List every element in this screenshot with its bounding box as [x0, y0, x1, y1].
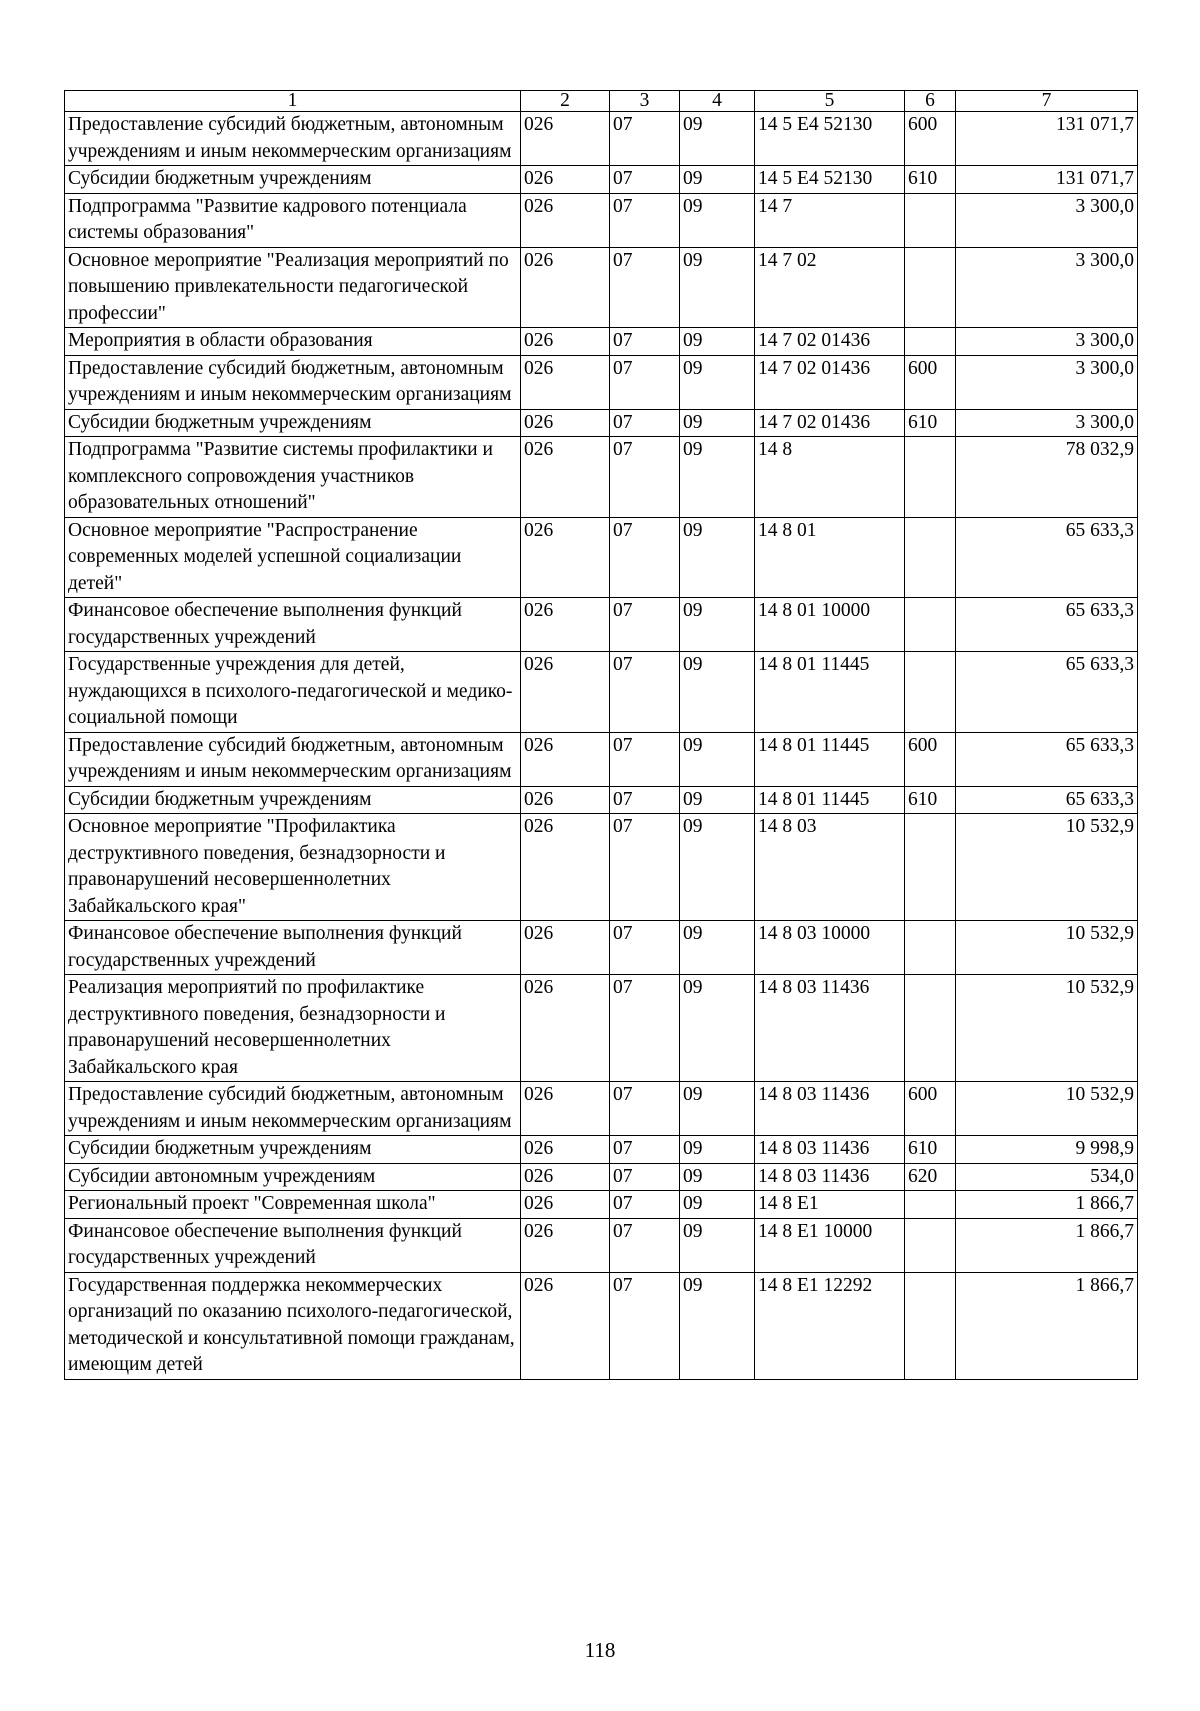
- budget-table: [64, 90, 1138, 1380]
- table-row: [65, 598, 1138, 652]
- table-row: [65, 112, 1138, 166]
- target-article-cell: 14 7 02 01436: [755, 355, 905, 409]
- amount-cell: 10 532,9: [956, 1082, 1138, 1136]
- section-code-cell: 07: [610, 598, 680, 652]
- target-article-cell: 14 5 Е4 52130: [755, 166, 905, 194]
- ministry-code-cell: 026: [521, 409, 610, 437]
- target-article-cell: 14 7 02 01436: [755, 409, 905, 437]
- subsection-code-cell: 09: [680, 517, 755, 598]
- section-code-cell: 07: [610, 732, 680, 786]
- target-article-cell: 14 8 03: [755, 814, 905, 921]
- target-article-cell: 14 5 Е4 52130: [755, 112, 905, 166]
- ministry-code-cell: 026: [521, 1082, 610, 1136]
- expense-type-cell: [905, 328, 956, 356]
- table-row: [65, 166, 1138, 194]
- header-cell: 6: [905, 91, 956, 112]
- subsection-code-cell: 09: [680, 975, 755, 1082]
- table-row: [65, 1136, 1138, 1164]
- expense-type-cell: [905, 652, 956, 733]
- amount-cell: 1 866,7: [956, 1272, 1138, 1379]
- section-code-cell: 07: [610, 1163, 680, 1191]
- ministry-code-cell: 026: [521, 517, 610, 598]
- section-code-cell: 07: [610, 193, 680, 247]
- table-row: [65, 247, 1138, 328]
- target-article-cell: 14 8 01: [755, 517, 905, 598]
- section-code-cell: 07: [610, 786, 680, 814]
- target-article-cell: 14 7 02: [755, 247, 905, 328]
- section-code-cell: 07: [610, 1082, 680, 1136]
- subsection-code-cell: 09: [680, 786, 755, 814]
- expense-type-cell: 600: [905, 112, 956, 166]
- item-name-cell: Финансовое обеспечение выполнения функций государственных учреждений: [65, 598, 521, 652]
- ministry-code-cell: 026: [521, 247, 610, 328]
- ministry-code-cell: 026: [521, 786, 610, 814]
- expense-type-cell: [905, 437, 956, 518]
- ministry-code-cell: 026: [521, 652, 610, 733]
- amount-cell: 1 866,7: [956, 1218, 1138, 1272]
- item-name-cell: Основное мероприятие "Профилактика деструктивного поведения, безнадзорности и правонарушений несовершеннолетних Забайкальского края": [65, 814, 521, 921]
- subsection-code-cell: 09: [680, 355, 755, 409]
- item-name-cell: Субсидии бюджетным учреждениям: [65, 1136, 521, 1164]
- subsection-code-cell: 09: [680, 1191, 755, 1219]
- amount-cell: 65 633,3: [956, 517, 1138, 598]
- amount-cell: 10 532,9: [956, 975, 1138, 1082]
- header-cell: 1: [65, 91, 521, 112]
- target-article-cell: 14 8 Е1 12292: [755, 1272, 905, 1379]
- table-row: [65, 193, 1138, 247]
- header-row: [65, 91, 1138, 112]
- ministry-code-cell: 026: [521, 1191, 610, 1219]
- subsection-code-cell: 09: [680, 732, 755, 786]
- target-article-cell: 14 8 01 11445: [755, 652, 905, 733]
- amount-cell: 3 300,0: [956, 409, 1138, 437]
- expense-type-cell: 610: [905, 409, 956, 437]
- section-code-cell: 07: [610, 1191, 680, 1219]
- item-name-cell: Реализация мероприятий по профилактике деструктивного поведения, безнадзорности и правонарушений несовершеннолетних Забайкальского края: [65, 975, 521, 1082]
- ministry-code-cell: 026: [521, 328, 610, 356]
- section-code-cell: 07: [610, 409, 680, 437]
- target-article-cell: 14 8 03 11436: [755, 1136, 905, 1164]
- target-article-cell: 14 7 02 01436: [755, 328, 905, 356]
- expense-type-cell: [905, 975, 956, 1082]
- target-article-cell: 14 8: [755, 437, 905, 518]
- expense-type-cell: [905, 1191, 956, 1219]
- amount-cell: 78 032,9: [956, 437, 1138, 518]
- section-code-cell: 07: [610, 328, 680, 356]
- item-name-cell: Мероприятия в области образования: [65, 328, 521, 356]
- header-cell: 7: [956, 91, 1138, 112]
- target-article-cell: 14 8 03 11436: [755, 975, 905, 1082]
- header-cell: 2: [521, 91, 610, 112]
- section-code-cell: 07: [610, 112, 680, 166]
- expense-type-cell: [905, 598, 956, 652]
- item-name-cell: Субсидии бюджетным учреждениям: [65, 786, 521, 814]
- table-row: [65, 517, 1138, 598]
- target-article-cell: 14 8 Е1: [755, 1191, 905, 1219]
- expense-type-cell: [905, 1272, 956, 1379]
- table-row: [65, 732, 1138, 786]
- amount-cell: 65 633,3: [956, 598, 1138, 652]
- ministry-code-cell: 026: [521, 1272, 610, 1379]
- subsection-code-cell: 09: [680, 193, 755, 247]
- item-name-cell: Предоставление субсидий бюджетным, автономным учреждениям и иным некоммерческим организациям: [65, 355, 521, 409]
- item-name-cell: Предоставление субсидий бюджетным, автономным учреждениям и иным некоммерческим организациям: [65, 732, 521, 786]
- amount-cell: 10 532,9: [956, 921, 1138, 975]
- amount-cell: 534,0: [956, 1163, 1138, 1191]
- target-article-cell: 14 8 01 11445: [755, 732, 905, 786]
- expense-type-cell: 600: [905, 355, 956, 409]
- page-number: 118: [584, 1638, 616, 1662]
- amount-cell: 65 633,3: [956, 732, 1138, 786]
- section-code-cell: 07: [610, 437, 680, 518]
- ministry-code-cell: 026: [521, 1163, 610, 1191]
- ministry-code-cell: 026: [521, 355, 610, 409]
- item-name-cell: Финансовое обеспечение выполнения функций государственных учреждений: [65, 921, 521, 975]
- subsection-code-cell: 09: [680, 1163, 755, 1191]
- target-article-cell: 14 8 03 10000: [755, 921, 905, 975]
- table-row: [65, 409, 1138, 437]
- table-row: [65, 328, 1138, 356]
- expense-type-cell: 600: [905, 1082, 956, 1136]
- table-row: [65, 814, 1138, 921]
- ministry-code-cell: 026: [521, 732, 610, 786]
- item-name-cell: Предоставление субсидий бюджетным, автономным учреждениям и иным некоммерческим организациям: [65, 1082, 521, 1136]
- subsection-code-cell: 09: [680, 247, 755, 328]
- section-code-cell: 07: [610, 921, 680, 975]
- table-row: [65, 1191, 1138, 1219]
- amount-cell: 1 866,7: [956, 1191, 1138, 1219]
- subsection-code-cell: 09: [680, 112, 755, 166]
- table-row: [65, 921, 1138, 975]
- item-name-cell: Субсидии бюджетным учреждениям: [65, 409, 521, 437]
- table-body: [65, 112, 1138, 1380]
- section-code-cell: 07: [610, 1272, 680, 1379]
- subsection-code-cell: 09: [680, 409, 755, 437]
- section-code-cell: 07: [610, 166, 680, 194]
- section-code-cell: 07: [610, 247, 680, 328]
- table-row: [65, 1082, 1138, 1136]
- table-row: [65, 355, 1138, 409]
- expense-type-cell: [905, 814, 956, 921]
- table-row: [65, 786, 1138, 814]
- item-name-cell: Субсидии автономным учреждениям: [65, 1163, 521, 1191]
- subsection-code-cell: 09: [680, 437, 755, 518]
- ministry-code-cell: 026: [521, 112, 610, 166]
- target-article-cell: 14 8 01 10000: [755, 598, 905, 652]
- ministry-code-cell: 026: [521, 437, 610, 518]
- table-row: [65, 1218, 1138, 1272]
- target-article-cell: 14 8 01 11445: [755, 786, 905, 814]
- expense-type-cell: [905, 517, 956, 598]
- amount-cell: 10 532,9: [956, 814, 1138, 921]
- amount-cell: 3 300,0: [956, 355, 1138, 409]
- amount-cell: 3 300,0: [956, 193, 1138, 247]
- subsection-code-cell: 09: [680, 166, 755, 194]
- table-row: [65, 437, 1138, 518]
- item-name-cell: Основное мероприятие "Реализация мероприятий по повышению привлекательности педагогической профессии": [65, 247, 521, 328]
- expense-type-cell: [905, 921, 956, 975]
- ministry-code-cell: 026: [521, 975, 610, 1082]
- section-code-cell: 07: [610, 1136, 680, 1164]
- amount-cell: 131 071,7: [956, 166, 1138, 194]
- target-article-cell: 14 8 Е1 10000: [755, 1218, 905, 1272]
- expense-type-cell: 610: [905, 1136, 956, 1164]
- ministry-code-cell: 026: [521, 598, 610, 652]
- item-name-cell: Региональный проект "Современная школа": [65, 1191, 521, 1219]
- item-name-cell: Подпрограмма "Развитие кадрового потенциала системы образования": [65, 193, 521, 247]
- header-cell: 5: [755, 91, 905, 112]
- subsection-code-cell: 09: [680, 1082, 755, 1136]
- ministry-code-cell: 026: [521, 193, 610, 247]
- expense-type-cell: 600: [905, 732, 956, 786]
- table-row: [65, 652, 1138, 733]
- amount-cell: 65 633,3: [956, 652, 1138, 733]
- header-cell: 3: [610, 91, 680, 112]
- table-row: [65, 1163, 1138, 1191]
- subsection-code-cell: 09: [680, 921, 755, 975]
- item-name-cell: Основное мероприятие "Распространение современных моделей успешной социализации детей": [65, 517, 521, 598]
- subsection-code-cell: 09: [680, 598, 755, 652]
- expense-type-cell: 610: [905, 166, 956, 194]
- table-row: [65, 1272, 1138, 1379]
- subsection-code-cell: 09: [680, 328, 755, 356]
- ministry-code-cell: 026: [521, 921, 610, 975]
- section-code-cell: 07: [610, 1218, 680, 1272]
- table-row: [65, 975, 1138, 1082]
- target-article-cell: 14 8 03 11436: [755, 1082, 905, 1136]
- section-code-cell: 07: [610, 975, 680, 1082]
- item-name-cell: Субсидии бюджетным учреждениям: [65, 166, 521, 194]
- ministry-code-cell: 026: [521, 166, 610, 194]
- item-name-cell: Государственная поддержка некоммерческих организаций по оказанию психолого-педагогической, методической и консультативной помощи гражданам, имеющим детей: [65, 1272, 521, 1379]
- subsection-code-cell: 09: [680, 652, 755, 733]
- target-article-cell: 14 8 03 11436: [755, 1163, 905, 1191]
- section-code-cell: 07: [610, 355, 680, 409]
- amount-cell: 9 998,9: [956, 1136, 1138, 1164]
- expense-type-cell: [905, 1218, 956, 1272]
- ministry-code-cell: 026: [521, 814, 610, 921]
- subsection-code-cell: 09: [680, 814, 755, 921]
- expense-type-cell: [905, 247, 956, 328]
- ministry-code-cell: 026: [521, 1218, 610, 1272]
- expense-type-cell: [905, 193, 956, 247]
- target-article-cell: 14 7: [755, 193, 905, 247]
- header-cell: 4: [680, 91, 755, 112]
- item-name-cell: Предоставление субсидий бюджетным, автономным учреждениям и иным некоммерческим организациям: [65, 112, 521, 166]
- subsection-code-cell: 09: [680, 1218, 755, 1272]
- ministry-code-cell: 026: [521, 1136, 610, 1164]
- amount-cell: 131 071,7: [956, 112, 1138, 166]
- expense-type-cell: 620: [905, 1163, 956, 1191]
- section-code-cell: 07: [610, 652, 680, 733]
- section-code-cell: 07: [610, 517, 680, 598]
- amount-cell: 3 300,0: [956, 247, 1138, 328]
- amount-cell: 65 633,3: [956, 786, 1138, 814]
- subsection-code-cell: 09: [680, 1136, 755, 1164]
- item-name-cell: Подпрограмма "Развитие системы профилактики и комплексного сопровождения участников образовательных отношений": [65, 437, 521, 518]
- item-name-cell: Государственные учреждения для детей, нуждающихся в психолого-педагогической и медико-социальной помощи: [65, 652, 521, 733]
- item-name-cell: Финансовое обеспечение выполнения функций государственных учреждений: [65, 1218, 521, 1272]
- section-code-cell: 07: [610, 814, 680, 921]
- subsection-code-cell: 09: [680, 1272, 755, 1379]
- expense-type-cell: 610: [905, 786, 956, 814]
- amount-cell: 3 300,0: [956, 328, 1138, 356]
